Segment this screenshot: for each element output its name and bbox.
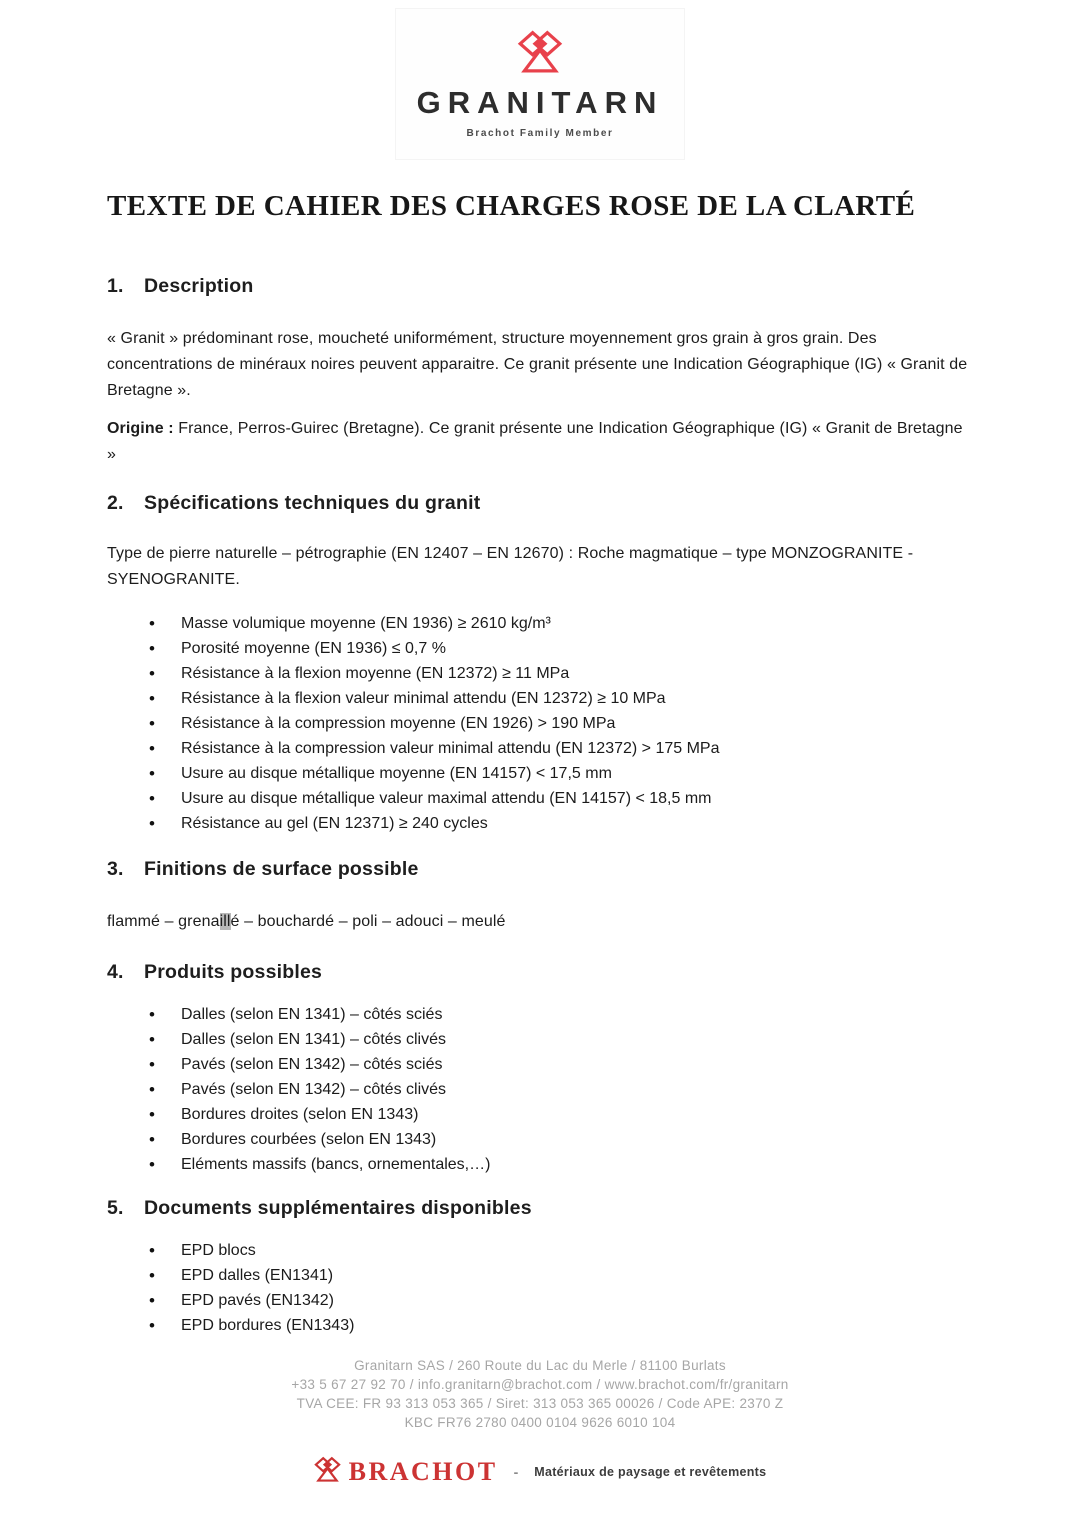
brachot-logo xyxy=(314,1456,498,1488)
section-number: 1. xyxy=(107,275,124,297)
brand-tagline: Brachot Family Member xyxy=(466,128,614,139)
brachot-tagline: Matériaux de paysage et revêtements xyxy=(534,1465,767,1479)
finishes-text: flammé – grena xyxy=(107,913,220,930)
product-bullet: • Eléments massifs (bancs, ornementales,…) xyxy=(149,1152,970,1177)
brachot-wordmark: BRACHOT xyxy=(348,1457,498,1486)
section-number: 5. xyxy=(107,1197,124,1219)
product-bullet: • Pavés (selon EN 1342) – côtés sciés xyxy=(149,1052,970,1077)
finishes-text: é – bouchardé – poli – adouci – meulé xyxy=(230,913,506,930)
footer-contact-block xyxy=(0,1356,1080,1432)
spec-bullet: • Résistance à la compression valeur minimal attendu (EN 12372) > 175 MPa xyxy=(149,736,970,761)
section-heading-documents xyxy=(107,1197,970,1220)
section-number: 4. xyxy=(107,961,124,983)
document-bullet: • EPD dalles (EN1341) xyxy=(149,1263,970,1288)
section-title: Spécifications techniques du granit xyxy=(144,492,481,514)
spec-bullet: • Porosité moyenne (EN 1936) ≤ 0,7 % xyxy=(149,636,970,661)
spec-bullet: • Résistance à la flexion moyenne (EN 12372) ≥ 11 MPa xyxy=(149,661,970,686)
specs-intro-paragraph: Type de pierre naturelle – pétrographie (EN 12407 – EN 12670) : Roche magmatique – type MONZOGRANITE - SYENOGRANITE. xyxy=(107,545,914,588)
spec-bullet: • Usure au disque métallique valeur maximal attendu (EN 14157) < 18,5 mm xyxy=(149,786,970,811)
section-title: Finitions de surface possible xyxy=(144,858,419,880)
origin-text: France, Perros-Guirec (Bretagne). Ce granit présente une Indication Géographique (IG) « Granit de Bretagne » xyxy=(107,420,963,463)
granitarn-logo xyxy=(395,8,685,160)
spec-bullet: • Usure au disque métallique moyenne (EN 14157) < 17,5 mm xyxy=(149,761,970,786)
brand-name: GRANITARN xyxy=(416,85,664,120)
section-title: Produits possibles xyxy=(144,961,323,983)
specs-bullet-list xyxy=(107,611,970,836)
brachot-footer xyxy=(0,1456,1080,1488)
product-bullet: • Dalles (selon EN 1341) – côtés sciés xyxy=(149,1002,970,1027)
section-title: Description xyxy=(144,275,254,297)
section-heading-finishes xyxy=(107,858,970,881)
section-heading-specs xyxy=(107,492,970,515)
separator-dash: - xyxy=(513,1464,519,1480)
footer-phone-email-web: +33 5 67 27 92 70 / info.granitarn@brachot.com / www.brachot.com/fr/granitarn xyxy=(291,1377,789,1392)
section-number: 2. xyxy=(107,492,124,514)
product-bullet: • Bordures droites (selon EN 1343) xyxy=(149,1102,970,1127)
spec-bullet: • Masse volumique moyenne (EN 1936) ≥ 2610 kg/m³ xyxy=(149,611,970,636)
gem-icon xyxy=(517,29,563,75)
document-bullet: • EPD pavés (EN1342) xyxy=(149,1288,970,1313)
finishes-highlighted-text: ill xyxy=(219,913,231,930)
spec-bullet: • Résistance à la compression moyenne (EN 1926) > 190 MPa xyxy=(149,711,970,736)
document-bullet: • EPD blocs xyxy=(149,1238,970,1263)
spec-bullet: • Résistance au gel (EN 12371) ≥ 240 cycles xyxy=(149,811,970,836)
footer-address: Granitarn SAS / 260 Route du Lac du Merle / 81100 Burlats xyxy=(354,1358,726,1373)
footer-tva-siret: TVA CEE: FR 93 313 053 365 / Siret: 313 053 365 00026 / Code APE: 2370 Z xyxy=(296,1396,784,1411)
gem-icon xyxy=(314,1456,341,1488)
section-heading-description xyxy=(107,275,970,298)
origin-label: Origine : xyxy=(107,420,174,437)
spec-bullet: • Résistance à la flexion valeur minimal attendu (EN 12372) ≥ 10 MPa xyxy=(149,686,970,711)
footer-iban: KBC FR76 2780 0400 0104 9626 6010 104 xyxy=(404,1415,676,1430)
description-paragraph: « Granit » prédominant rose, moucheté uniformément, structure moyennement gros grain à gros grain. Des concentrations de minéraux noires peuvent apparaitre. Ce granit présente une Indication Géographique (IG) « Granit de Bretagne ». xyxy=(107,330,968,399)
products-bullet-list xyxy=(107,1002,970,1177)
origin-paragraph xyxy=(107,416,970,468)
section-heading-products xyxy=(107,961,970,984)
product-bullet: • Pavés (selon EN 1342) – côtés clivés xyxy=(149,1077,970,1102)
document-bullet: • EPD bordures (EN1343) xyxy=(149,1313,970,1338)
document-body xyxy=(107,275,970,1338)
section-number: 3. xyxy=(107,858,124,880)
product-bullet: • Dalles (selon EN 1341) – côtés clivés xyxy=(149,1027,970,1052)
document-page xyxy=(0,8,1080,1526)
product-bullet: • Bordures courbées (selon EN 1343) xyxy=(149,1127,970,1152)
documents-bullet-list xyxy=(107,1238,970,1338)
page-title: TEXTE DE CAHIER DES CHARGES ROSE DE LA CLARTÉ xyxy=(107,190,916,222)
finishes-line xyxy=(107,909,970,935)
section-title: Documents supplémentaires disponibles xyxy=(144,1197,532,1219)
